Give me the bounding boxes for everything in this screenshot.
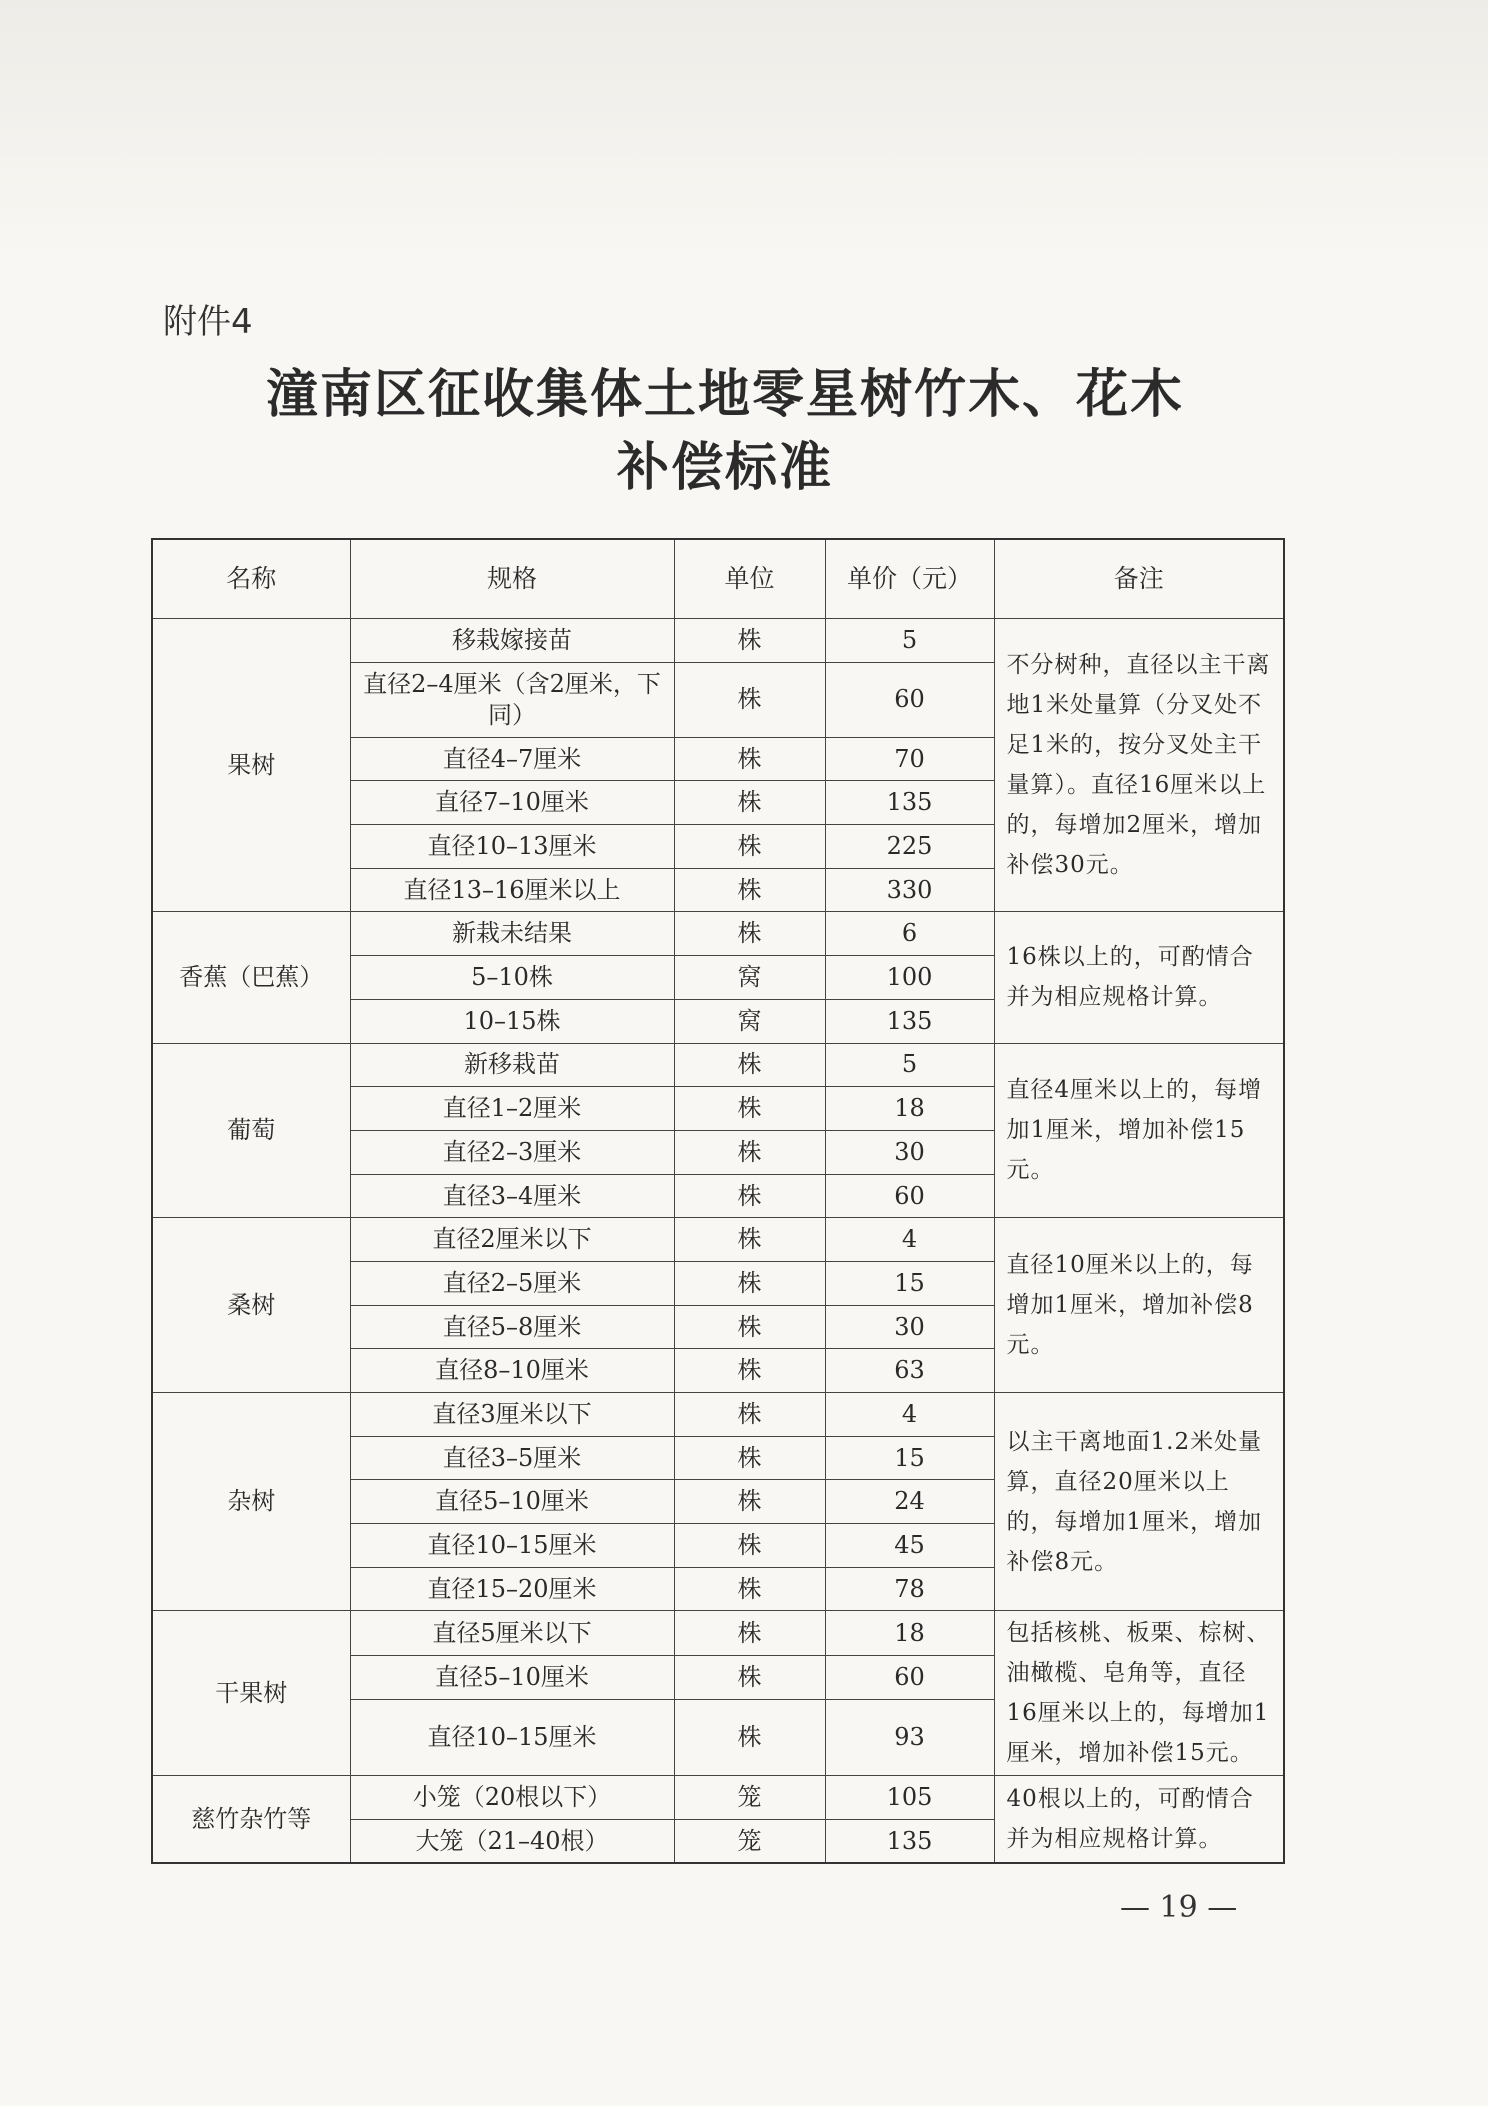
unit-cell: 株 — [674, 1174, 825, 1218]
page-title-line1: 潼南区征收集体土地零星树竹木、花木 — [265, 365, 1184, 425]
spec-cell: 新移栽苗 — [350, 1043, 674, 1087]
unit-cell: 窝 — [674, 999, 825, 1043]
table-row — [152, 619, 1284, 663]
unit-cell: 株 — [674, 1480, 825, 1524]
price-cell: 6 — [825, 912, 994, 956]
column-header-unit: 单位 — [674, 539, 825, 619]
spec-cell: 直径1–2厘米 — [350, 1087, 674, 1131]
spec-cell: 直径5厘米以下 — [350, 1611, 674, 1655]
category-name-cell: 干果树 — [152, 1611, 350, 1776]
price-cell: 60 — [825, 1174, 994, 1218]
remark-cell: 包括核桃、板栗、棕树、油橄榄、皂角等，直径16厘米以上的，每增加1厘米，增加补偿15元。 — [994, 1611, 1284, 1776]
compensation-table — [151, 538, 1285, 1864]
spec-cell: 直径5–10厘米 — [350, 1480, 674, 1524]
table-row — [152, 1611, 1284, 1655]
table-header-row — [152, 539, 1284, 619]
category-name-cell: 慈竹杂竹等 — [152, 1776, 350, 1863]
price-cell: 225 — [825, 825, 994, 869]
unit-cell: 株 — [674, 1524, 825, 1568]
price-cell: 5 — [825, 619, 994, 663]
unit-cell: 株 — [674, 1305, 825, 1349]
price-cell: 105 — [825, 1776, 994, 1820]
table-row — [152, 1043, 1284, 1087]
spec-cell: 直径5–10厘米 — [350, 1655, 674, 1699]
remark-cell: 直径10厘米以上的，每增加1厘米，增加补偿8元。 — [994, 1218, 1284, 1393]
spec-cell: 大笼（21–40根） — [350, 1820, 674, 1864]
table-row — [152, 1218, 1284, 1262]
price-cell: 24 — [825, 1480, 994, 1524]
attachment-label: 附件4 — [163, 302, 253, 342]
remark-cell: 直径4厘米以上的，每增加1厘米，增加补偿15元。 — [994, 1043, 1284, 1218]
spec-cell: 直径8–10厘米 — [350, 1349, 674, 1393]
spec-cell: 直径10–15厘米 — [350, 1524, 674, 1568]
price-cell: 135 — [825, 999, 994, 1043]
price-cell: 93 — [825, 1700, 994, 1776]
price-cell: 4 — [825, 1393, 994, 1437]
unit-cell: 株 — [674, 1700, 825, 1776]
price-cell: 18 — [825, 1087, 994, 1131]
remark-cell: 40根以上的，可酌情合并为相应规格计算。 — [994, 1776, 1284, 1863]
unit-cell: 株 — [674, 1087, 825, 1131]
category-name-cell: 杂树 — [152, 1393, 350, 1611]
price-cell: 30 — [825, 1130, 994, 1174]
table-body — [152, 619, 1284, 1864]
page-title-line2: 补偿标准 — [616, 438, 833, 498]
spec-cell: 新栽未结果 — [350, 912, 674, 956]
column-header-price: 单价（元） — [825, 539, 994, 619]
price-cell: 18 — [825, 1611, 994, 1655]
price-cell: 60 — [825, 662, 994, 737]
price-cell: 60 — [825, 1655, 994, 1699]
spec-cell: 移栽嫁接苗 — [350, 619, 674, 663]
price-cell: 135 — [825, 781, 994, 825]
unit-cell: 株 — [674, 825, 825, 869]
spec-cell: 直径3厘米以下 — [350, 1393, 674, 1437]
category-name-cell: 香蕉（巴蕉） — [152, 912, 350, 1043]
spec-cell: 直径2厘米以下 — [350, 1218, 674, 1262]
category-name-cell: 葡萄 — [152, 1043, 350, 1218]
spec-cell: 直径7–10厘米 — [350, 781, 674, 825]
remark-cell: 不分树种，直径以主干离地1米处量算（分叉处不足1米的，按分叉处主干量算）。直径16厘米以上的，每增加2厘米，增加补偿30元。 — [994, 619, 1284, 912]
price-cell: 100 — [825, 956, 994, 1000]
table-row — [152, 1776, 1284, 1820]
table-row — [152, 1393, 1284, 1437]
category-name-cell: 果树 — [152, 619, 350, 912]
spec-cell: 直径13–16厘米以上 — [350, 868, 674, 912]
table-row — [152, 912, 1284, 956]
page-number: — 19 — — [1120, 1890, 1238, 1925]
spec-cell: 10–15株 — [350, 999, 674, 1043]
unit-cell: 株 — [674, 868, 825, 912]
unit-cell: 株 — [674, 912, 825, 956]
unit-cell: 株 — [674, 1218, 825, 1262]
spec-cell: 直径2–4厘米（含2厘米，下同） — [350, 662, 674, 737]
price-cell: 63 — [825, 1349, 994, 1393]
column-header-name: 名称 — [152, 539, 350, 619]
unit-cell: 株 — [674, 1261, 825, 1305]
remark-cell: 16株以上的，可酌情合并为相应规格计算。 — [994, 912, 1284, 1043]
page-shade — [0, 0, 1488, 260]
price-cell: 15 — [825, 1436, 994, 1480]
unit-cell: 株 — [674, 1130, 825, 1174]
price-cell: 78 — [825, 1567, 994, 1611]
price-cell: 5 — [825, 1043, 994, 1087]
unit-cell: 株 — [674, 1567, 825, 1611]
remark-cell: 以主干离地面1.2米处量算，直径20厘米以上的，每增加1厘米，增加补偿8元。 — [994, 1393, 1284, 1611]
spec-cell: 直径3–5厘米 — [350, 1436, 674, 1480]
price-cell: 4 — [825, 1218, 994, 1262]
price-cell: 70 — [825, 737, 994, 781]
spec-cell: 直径4–7厘米 — [350, 737, 674, 781]
unit-cell: 株 — [674, 619, 825, 663]
spec-cell: 直径10–15厘米 — [350, 1700, 674, 1776]
price-cell: 330 — [825, 868, 994, 912]
spec-cell: 直径10–13厘米 — [350, 825, 674, 869]
spec-cell: 直径5–8厘米 — [350, 1305, 674, 1349]
price-cell: 135 — [825, 1820, 994, 1864]
spec-cell: 直径2–3厘米 — [350, 1130, 674, 1174]
spec-cell: 小笼（20根以下） — [350, 1776, 674, 1820]
spec-cell: 直径2–5厘米 — [350, 1261, 674, 1305]
unit-cell: 株 — [674, 1611, 825, 1655]
unit-cell: 株 — [674, 737, 825, 781]
unit-cell: 株 — [674, 1655, 825, 1699]
unit-cell: 窝 — [674, 956, 825, 1000]
column-header-spec: 规格 — [350, 539, 674, 619]
unit-cell: 笼 — [674, 1776, 825, 1820]
unit-cell: 株 — [674, 1349, 825, 1393]
price-cell: 45 — [825, 1524, 994, 1568]
column-header-note: 备注 — [994, 539, 1284, 619]
category-name-cell: 桑树 — [152, 1218, 350, 1393]
spec-cell: 直径15–20厘米 — [350, 1567, 674, 1611]
price-cell: 30 — [825, 1305, 994, 1349]
unit-cell: 株 — [674, 1393, 825, 1437]
unit-cell: 株 — [674, 781, 825, 825]
spec-cell: 直径3–4厘米 — [350, 1174, 674, 1218]
spec-cell: 5–10株 — [350, 956, 674, 1000]
unit-cell: 株 — [674, 1436, 825, 1480]
unit-cell: 株 — [674, 1043, 825, 1087]
unit-cell: 笼 — [674, 1820, 825, 1864]
price-cell: 15 — [825, 1261, 994, 1305]
unit-cell: 株 — [674, 662, 825, 737]
